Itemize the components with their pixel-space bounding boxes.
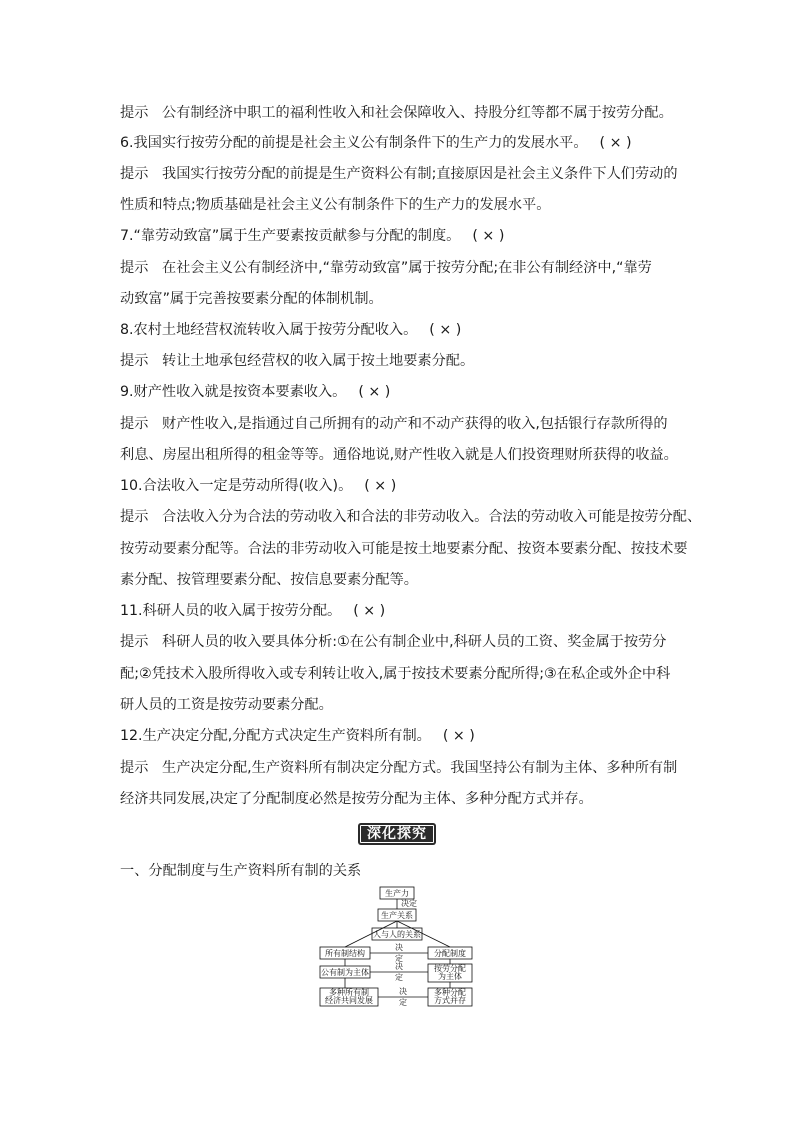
answer-mark: ( × ) xyxy=(364,478,397,494)
diagram-labor-main-1: 按劳分配 xyxy=(434,964,466,973)
tip-label: 提示 xyxy=(120,760,149,776)
tip-label: 提示 xyxy=(120,105,149,121)
line-7: 动致富”属于完善按要素分配的体制机制。 xyxy=(120,291,383,307)
tip-label: 提示 xyxy=(120,509,149,525)
diagram-ding-2: 定 xyxy=(395,973,403,982)
section-heading: 一、分配制度与生产资料所有制的关系 xyxy=(120,863,362,879)
line-2: 6.我国实行按劳分配的前提是社会主义公有制条件下的生产力的发展水平。 ( × ) xyxy=(120,135,632,151)
tip-label: 提示 xyxy=(120,260,149,276)
answer-mark: ( × ) xyxy=(472,228,505,244)
line-19: 配;②凭技术入股所得收入或专利转让收入,属于按技术要素分配所得;③在私企或外企中科 xyxy=(120,666,671,682)
answer-mark: ( × ) xyxy=(429,322,462,338)
answer-mark: ( × ) xyxy=(353,603,386,619)
line-21: 12.生产决定分配,分配方式决定生产资料所有制。 ( × ) xyxy=(120,728,475,744)
diagram-multi-dist-1: 多种分配 xyxy=(434,988,466,997)
line-8: 8.农村土地经营权流转收入属于按劳分配收入。 ( × ) xyxy=(120,322,462,338)
line-16: 素分配、按管理要素分配、按信息要素分配等。 xyxy=(120,572,418,588)
line-6: 提示 在社会主义公有制经济中,“靠劳动致富”属于按劳分配;在非公有制经济中,“靠劳 xyxy=(120,260,652,276)
answer-mark: ( × ) xyxy=(358,384,391,400)
diagram-multi-own-2: 经济共同发展 xyxy=(325,996,373,1005)
line-1: 提示 公有制经济中职工的福利性收入和社会保障收入、持股分红等都不属于按劳分配。 xyxy=(120,105,673,121)
line-11: 提示 财产性收入,是指通过自己所拥有的动产和不动产获得的收入,包括银行存款所得的 xyxy=(120,416,668,432)
line-10: 9.财产性收入就是按资本要素收入。 ( × ) xyxy=(120,384,391,400)
line-4: 性质和特点;物质基础是社会主义公有制条件下的生产力的发展水平。 xyxy=(120,197,551,213)
line-17: 11.科研人员的收入属于按劳分配。 ( × ) xyxy=(120,603,386,619)
tip-label: 提示 xyxy=(120,634,149,650)
tip-label: 提示 xyxy=(120,416,149,432)
line-18: 提示 科研人员的收入要具体分析:①在公有制企业中,科研人员的工资、奖金属于按劳分 xyxy=(120,634,667,650)
diagram-ding-3: 定 xyxy=(399,998,407,1007)
line-12: 利息、房屋出租所得的租金等等。通俗地说,财产性收入就是人们投资理财所获得的收益。 xyxy=(120,447,678,463)
line-14: 提示 合法收入分为合法的劳动收入和合法的非劳动收入。合法的劳动收入可能是按劳分配、 xyxy=(120,509,702,525)
line-5: 7.“靠劳动致富”属于生产要素按贡献参与分配的制度。 ( × ) xyxy=(120,228,505,244)
line-9: 提示 转让土地承包经营权的收入属于按土地要素分配。 xyxy=(120,353,475,369)
tip-label: 提示 xyxy=(120,166,149,182)
relation-diagram xyxy=(310,884,480,1012)
line-15: 按劳动要素分配等。合法的非劳动收入可能是按土地要素分配、按资本要素分配、按技术要 xyxy=(120,541,688,557)
diagram-multi-own-1: 多种所有制 xyxy=(329,988,369,997)
diagram-ownership-structure: 所有制结构 xyxy=(325,949,365,958)
answer-mark: ( × ) xyxy=(442,728,475,744)
diagram-jue-3: 决 xyxy=(399,987,407,996)
tip-label: 提示 xyxy=(120,353,149,369)
diagram-relations: 生产关系 xyxy=(381,911,413,920)
diagram-people: 人与人的关系 xyxy=(373,930,421,939)
answer-mark: ( × ) xyxy=(599,135,632,151)
diagram-jue-1: 决 xyxy=(395,943,403,952)
line-3: 提示 我国实行按劳分配的前提是生产资料公有制;直接原因是社会主义条件下人们劳动的 xyxy=(120,166,678,182)
diagram-labor-main-2: 为主体 xyxy=(438,972,462,981)
line-23: 经济共同发展,决定了分配制度必然是按劳分配为主体、多种分配方式并存。 xyxy=(120,791,593,807)
diagram-decides: 决定 xyxy=(401,899,417,908)
line-22: 提示 生产决定分配,生产资料所有制决定分配方式。我国坚持公有制为主体、多种所有制 xyxy=(120,760,678,776)
line-20: 研人员的工资是按劳动要素分配。 xyxy=(120,697,333,713)
line-13: 10.合法收入一定是劳动所得(收入)。 ( × ) xyxy=(120,478,397,494)
diagram-ding-1: 定 xyxy=(395,954,403,963)
diagram-distribution-system: 分配制度 xyxy=(434,949,466,958)
diagram-multi-dist-2: 方式并存 xyxy=(434,996,466,1005)
diagram-public-main: 公有制为主体 xyxy=(321,968,369,977)
diagram-jue-2: 决 xyxy=(395,962,403,971)
section-banner: 深化探究 xyxy=(358,823,436,845)
diagram-productivity: 生产力 xyxy=(385,889,409,898)
